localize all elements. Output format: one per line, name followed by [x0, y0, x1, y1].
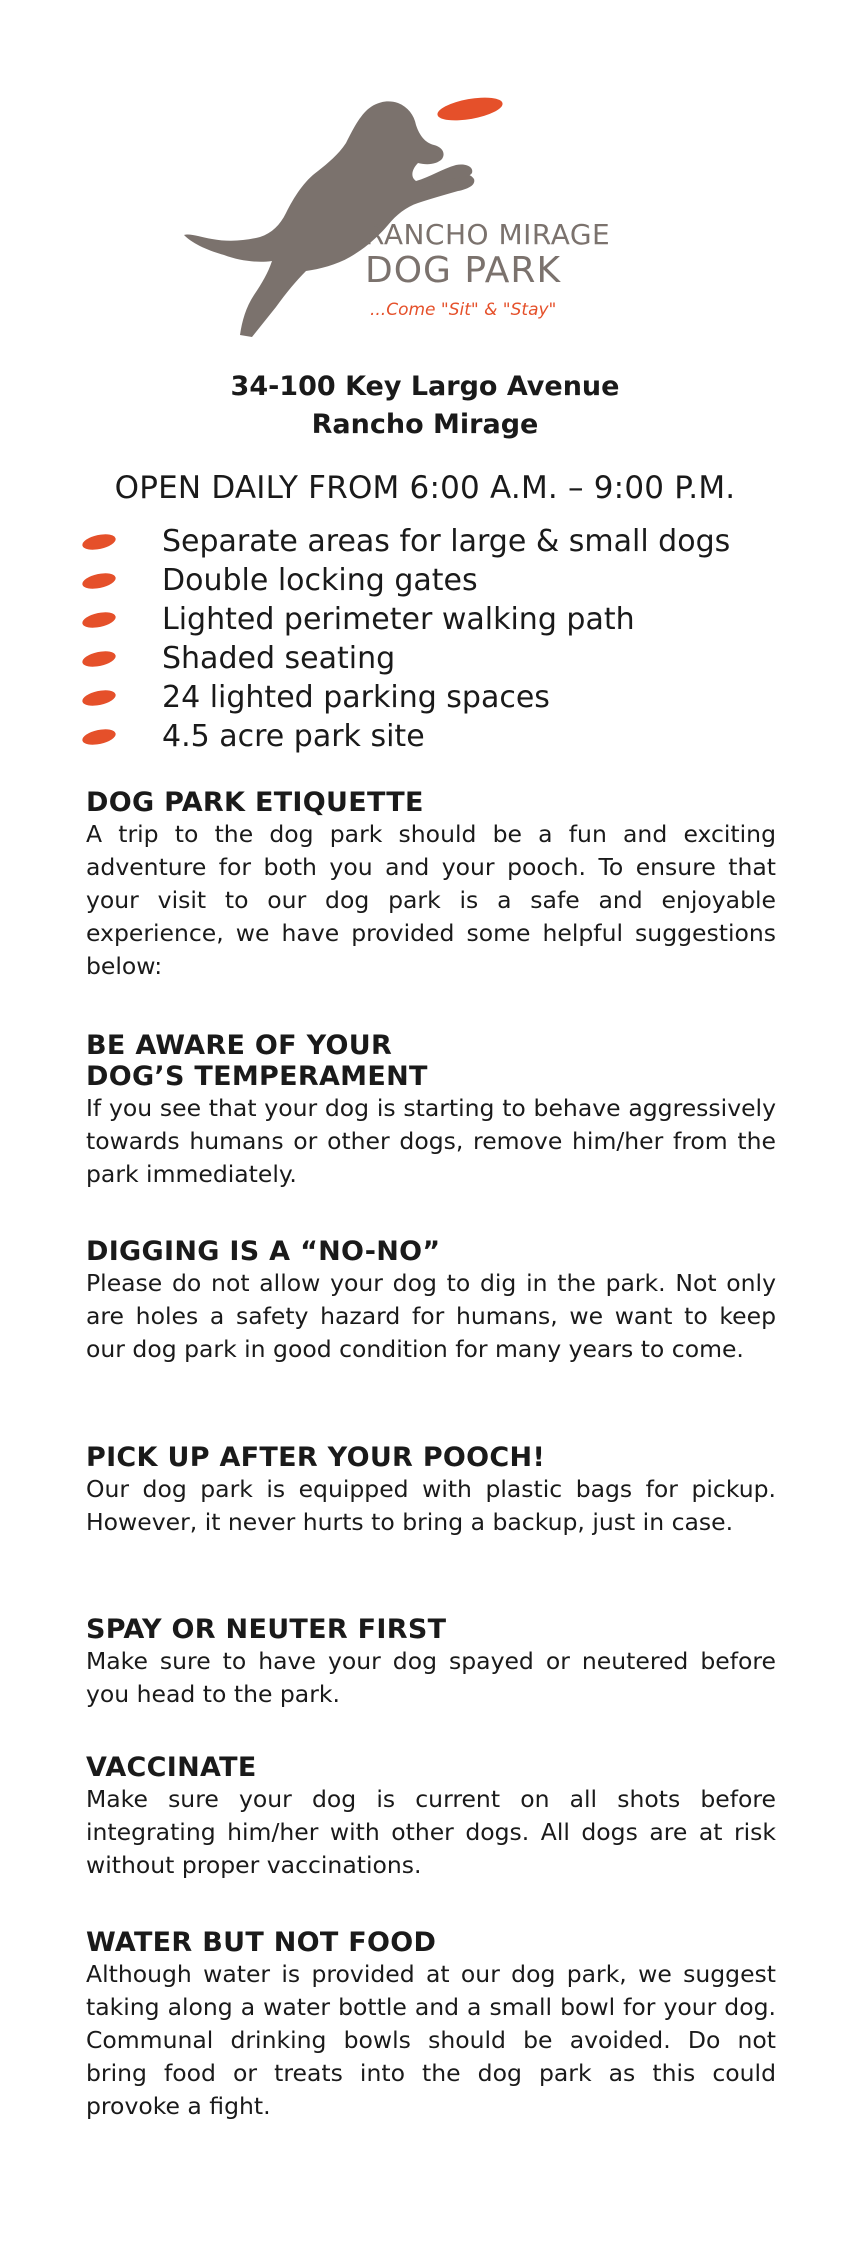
- section-heading: SPAY OR NEUTER FIRST: [86, 1614, 447, 1645]
- section-heading: [86, 1030, 776, 1092]
- section-digging: [86, 1236, 776, 1366]
- feature-list: [82, 522, 730, 756]
- section-heading: VACCINATE: [86, 1752, 257, 1783]
- feature-text: Double locking gates: [162, 563, 478, 598]
- section-heading: DIGGING IS A “NO-NO”: [86, 1236, 441, 1267]
- section-etiquette: [86, 787, 776, 983]
- section-body: Please do not allow your dog to dig in the park. Not only are holes a safety hazard for humans, we want to keep our dog park in good condition for many years to come.: [86, 1269, 776, 1363]
- logo-tagline: ...Come "Sit" & "Stay": [370, 300, 557, 320]
- section-body: Make sure your dog is current on all shots before integrating him/her with other dogs. All dogs are at risk without proper vaccinations.: [86, 1785, 776, 1879]
- feature-text: Lighted perimeter walking path: [162, 602, 635, 637]
- park-logo: [180, 85, 680, 345]
- section-heading-line1: BE AWARE OF YOUR: [86, 1030, 393, 1061]
- feature-text: Separate areas for large & small dogs: [162, 524, 731, 559]
- section-temperament: [86, 1030, 776, 1191]
- address-city: Rancho Mirage: [311, 409, 539, 440]
- section-body: Our dog park is equipped with plastic bags for pickup. However, it never hurts to bring a backup, just in case.: [86, 1475, 776, 1536]
- frisbee-bullet-icon: [81, 726, 117, 747]
- park-address: [0, 368, 850, 444]
- list-item: [82, 522, 730, 561]
- section-body: Make sure to have your dog spayed or neutered before you head to the park.: [86, 1647, 776, 1708]
- feature-text: Shaded seating: [162, 641, 396, 676]
- section-pickup: [86, 1442, 776, 1539]
- feature-text: 24 lighted parking spaces: [162, 680, 550, 715]
- section-heading-line2: DOG’S TEMPERAMENT: [86, 1061, 428, 1092]
- section-body: If you see that your dog is starting to behave aggressively towards humans or other dogs, remove him/her from the park immediately.: [86, 1094, 776, 1188]
- section-spay: [86, 1614, 776, 1711]
- opening-hours: OPEN DAILY FROM 6:00 A.M. – 9:00 P.M.: [114, 470, 736, 506]
- list-item: [82, 678, 730, 717]
- section-heading: DOG PARK ETIQUETTE: [86, 787, 424, 818]
- frisbee-bullet-icon: [81, 687, 117, 708]
- frisbee-bullet-icon: [81, 531, 117, 552]
- list-item: [82, 561, 730, 600]
- logo-title-line2: DOG PARK: [365, 250, 562, 291]
- frisbee-bullet-icon: [81, 609, 117, 630]
- feature-text: 4.5 acre park site: [162, 719, 425, 754]
- frisbee-icon: [435, 95, 505, 123]
- logo-title-line1: RANCHO MIRAGE: [365, 218, 611, 251]
- section-body: A trip to the dog park should be a fun and exciting adventure for both you and your pooch. To ensure that your visit to our dog park is a safe and enjoyable experience, we have provided some helpful suggestions below:: [86, 820, 776, 980]
- frisbee-bullet-icon: [81, 570, 117, 591]
- section-heading: PICK UP AFTER YOUR POOCH!: [86, 1442, 546, 1473]
- section-heading: WATER BUT NOT FOOD: [86, 1927, 437, 1958]
- section-body: Although water is provided at our dog park, we suggest taking along a water bottle and a small bowl for your dog. Communal drinking bowls should be avoided. Do not bring food or treats into the dog park as this could provoke a fight.: [86, 1960, 776, 2120]
- section-water: [86, 1927, 776, 2123]
- list-item: [82, 600, 730, 639]
- address-street: 34-100 Key Largo Avenue: [230, 371, 620, 402]
- frisbee-bullet-icon: [81, 648, 117, 669]
- list-item: [82, 639, 730, 678]
- section-vaccinate: [86, 1752, 776, 1882]
- list-item: [82, 717, 730, 756]
